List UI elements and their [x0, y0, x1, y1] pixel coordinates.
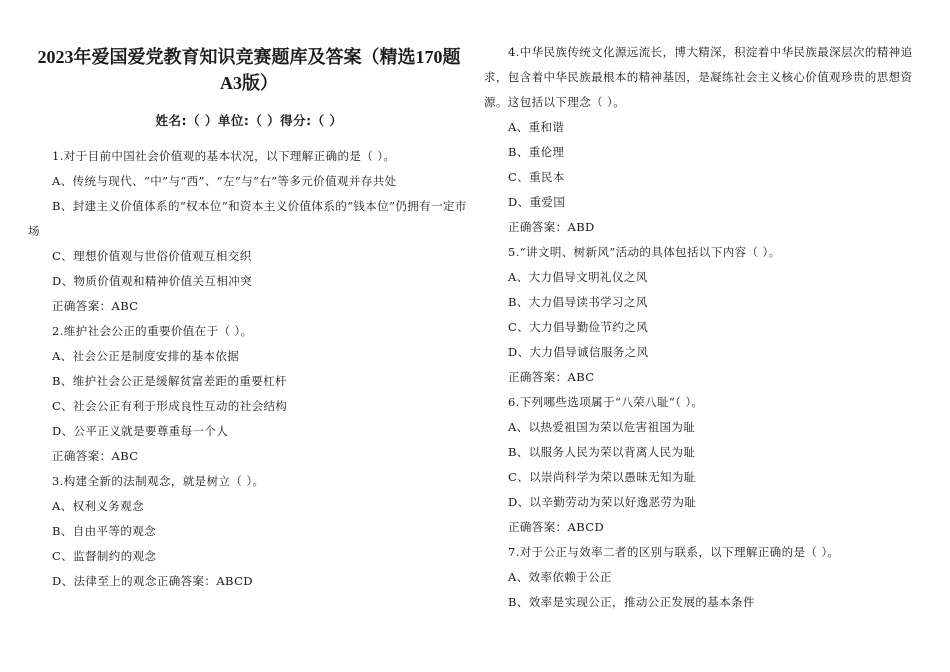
- q6-option-b: B、以服务人民为荣以背离人民为耻: [508, 445, 696, 459]
- title-line-1: 2023年爱国爱党教育知识竞赛题库及答案（精选170题: [37, 47, 461, 67]
- question-5: 5.“讲文明、树新风”活动的具体包括以下内容（ ）。: [508, 245, 781, 259]
- q7-option-b: B、效率是实现公正，推动公正发展的基本条件: [508, 595, 755, 609]
- q2-option-a: A、社会公正是制度安排的基本依据: [52, 349, 240, 363]
- q3-option-c: C、监督制约的观念: [52, 549, 157, 563]
- q2-option-b: B、维护社会公正是缓解贫富差距的重要杠杆: [52, 374, 287, 388]
- question-1: 1.对于目前中国社会价值观的基本状况，以下理解正确的是（ ）。: [52, 149, 396, 163]
- q4-option-c: C、重民本: [508, 170, 565, 184]
- q3-option-b: B、自由平等的观念: [52, 524, 157, 538]
- q6-answer: 正确答案：ABCD: [508, 520, 605, 534]
- q5-answer: 正确答案：ABC: [508, 370, 595, 384]
- right-column: [484, 40, 924, 615]
- q6-option-d: D、以辛勤劳动为荣以好逸恶劳为耻: [508, 495, 697, 509]
- title-line-2: A3版）: [220, 73, 278, 93]
- q4-option-a: A、重和谐: [508, 120, 565, 134]
- q1-option-d: D、物质价值观和精神价值关互相冲突: [52, 274, 253, 288]
- left-column: [28, 40, 470, 594]
- question-6: 6.下列哪些选项属于“八荣八耻”（ ）。: [508, 395, 704, 409]
- question-2: 2.维护社会公正的重要价值在于（ ）。: [52, 324, 253, 338]
- q2-answer: 正确答案：ABC: [52, 449, 139, 463]
- question-3: 3.构建全新的法制观念，就是树立（ ）。: [52, 474, 265, 488]
- candidate-info-line: 姓名:（ ）单位:（ ）得分:（ ）: [155, 113, 343, 128]
- question-4: 4.中华民族传统文化源远流长，博大精深，积淀着中华民族最深层次的精神追求，包含着中华民族最根本的精神基因，是凝练社会主义核心价值观珍贵的思想资源。这包括以下理念（ ）。: [484, 45, 913, 109]
- q1-option-b: B、封建主义价值体系的“权本位”和资本主义价值体系的“钱本位”仍拥有一定市场: [28, 199, 467, 238]
- q4-option-d: D、重爱国: [508, 195, 566, 209]
- q1-option-c: C、理想价值观与世俗价值观互相交织: [52, 249, 252, 263]
- q5-option-d: D、大力倡导诚信服务之风: [508, 345, 649, 359]
- q5-option-c: C、大力倡导勤俭节约之风: [508, 320, 649, 334]
- q3-option-a: A、权利义务观念: [52, 499, 145, 513]
- document-title: [28, 44, 470, 96]
- q6-option-a: A、以热爱祖国为荣以危害祖国为耻: [508, 420, 696, 434]
- q1-answer: 正确答案：ABC: [52, 299, 139, 313]
- q4-answer: 正确答案：ABD: [508, 220, 595, 234]
- q2-option-c: C、社会公正有利于形成良性互动的社会结构: [52, 399, 288, 413]
- q4-option-b: B、重伦理: [508, 145, 565, 159]
- q3-option-d-answer: D、法律至上的观念正确答案：ABCD: [52, 574, 253, 588]
- q7-option-a: A、效率依赖于公正: [508, 570, 612, 584]
- q5-option-b: B、大力倡导读书学习之风: [508, 295, 648, 309]
- question-7: 7.对于公正与效率二者的区别与联系，以下理解正确的是（ ）。: [508, 545, 840, 559]
- q6-option-c: C、以崇尚科学为荣以愚昧无知为耻: [508, 470, 696, 484]
- q1-option-a: A、传统与现代、“中”与“西”、“左”与“右”等多元价值观并存共处: [52, 174, 397, 188]
- q2-option-d: D、公平正义就是要尊重每一个人: [52, 424, 229, 438]
- q5-option-a: A、大力倡导文明礼仪之风: [508, 270, 648, 284]
